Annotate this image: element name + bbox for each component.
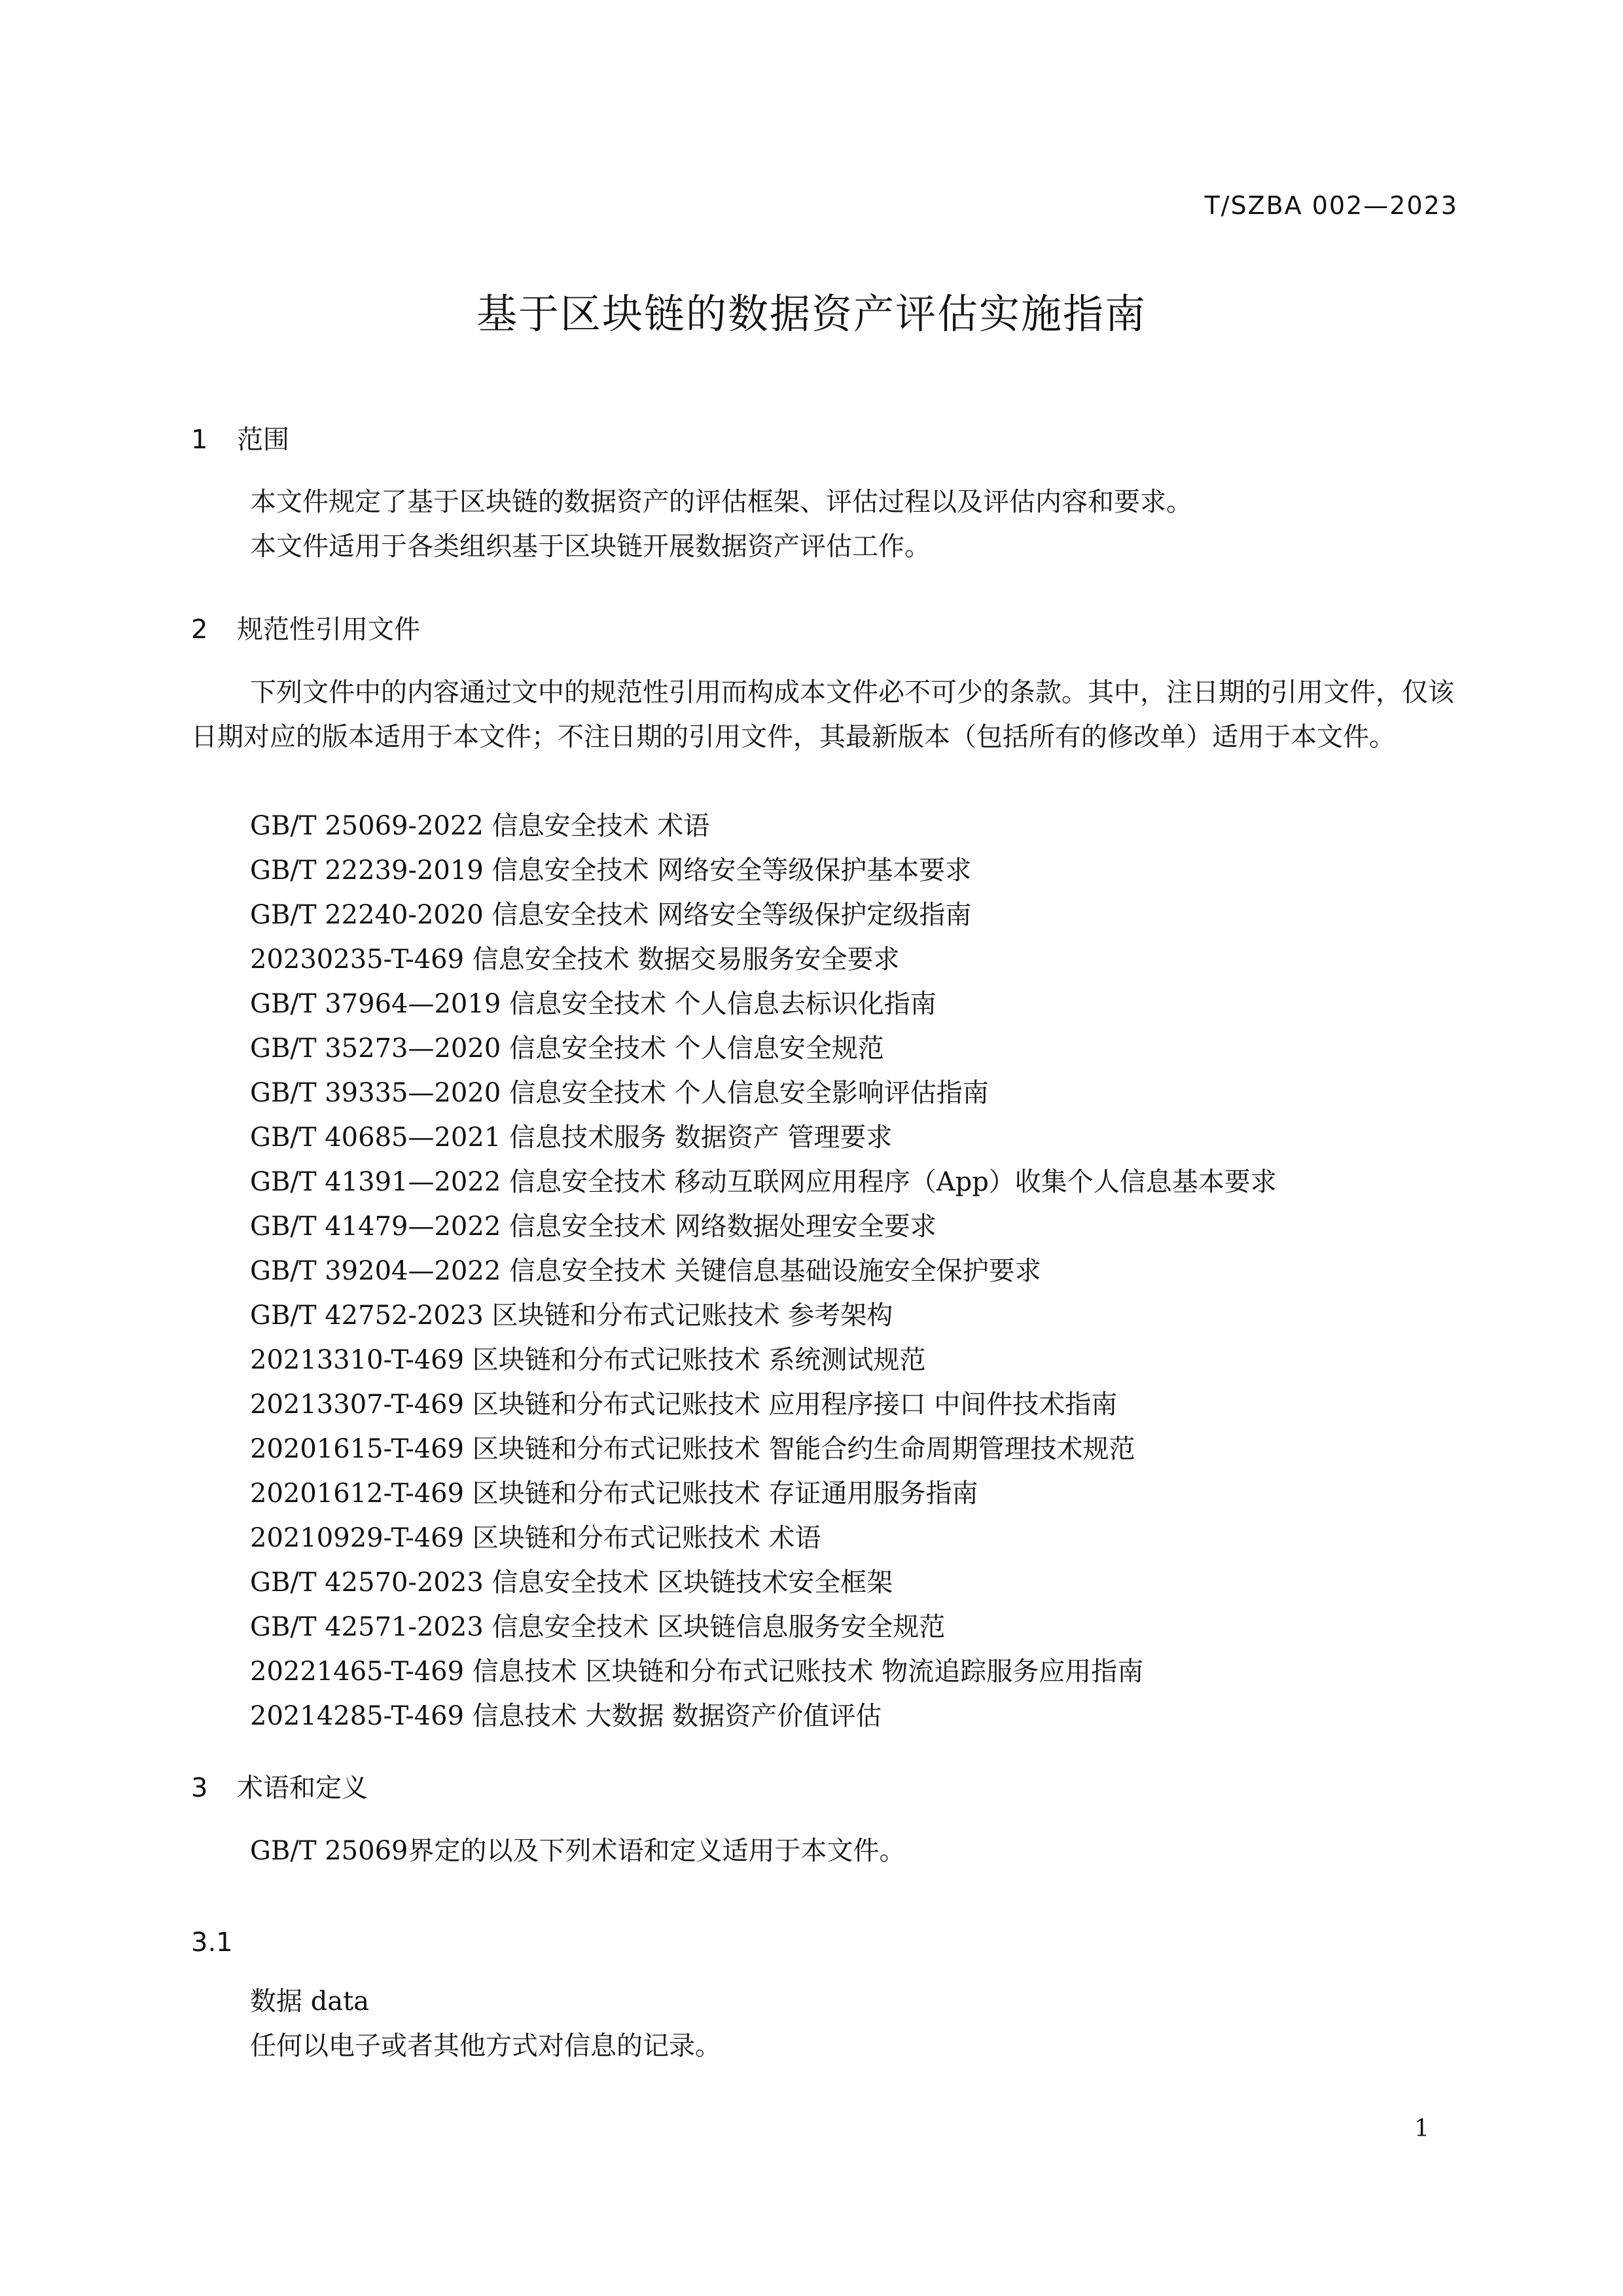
reference-item [250, 1471, 1277, 1516]
reference-code: 20201615-T-469 [250, 1434, 465, 1464]
reference-item [250, 1382, 1277, 1427]
section-number: 3 [191, 1773, 208, 1803]
reference-item [250, 1115, 1277, 1160]
document-title: 基于区块链的数据资产评估实施指南 [476, 290, 1147, 338]
reference-code: GB/T 40685—2021 [250, 1122, 501, 1153]
reference-title: 信息安全技术 术语 [491, 811, 710, 841]
reference-title: 信息安全技术 网络安全等级保护定级指南 [491, 900, 972, 930]
reference-code: GB/T 42752-2023 [250, 1300, 484, 1331]
reference-title: 信息技术 大数据 数据资产价值评估 [472, 1701, 882, 1731]
section-title: 规范性引用文件 [237, 615, 420, 645]
reference-code: 20210929-T-469 [250, 1523, 465, 1553]
terms-intro: GB/T 25069界定的以及下列术语和定义适用于本文件。 [250, 1836, 906, 1866]
reference-item [250, 1071, 1277, 1115]
reference-item [250, 1694, 1277, 1738]
term-name: 数据 data [250, 1986, 370, 2017]
reference-code: GB/T 41391—2022 [250, 1167, 501, 1197]
reference-title: 信息安全技术 区块链技术安全框架 [491, 1568, 893, 1598]
reference-title: 信息安全技术 关键信息基础设施安全保护要求 [508, 1256, 1041, 1286]
reference-code: 20230235-T-469 [250, 944, 465, 975]
scope-paragraph-1: 本文件规定了基于区块链的数据资产的评估框架、评估过程以及评估内容和要求。 [250, 487, 1192, 517]
reference-code: GB/T 41479—2022 [250, 1211, 501, 1242]
reference-title: 区块链和分布式记账技术 智能合约生命周期管理技术规范 [472, 1434, 1135, 1464]
section-3-heading [191, 1767, 368, 1804]
reference-item [250, 848, 1277, 893]
reference-item [250, 1427, 1277, 1471]
reference-code: 20221465-T-469 [250, 1657, 465, 1687]
reference-title: 区块链和分布式记账技术 术语 [472, 1523, 821, 1553]
reference-title: 区块链和分布式记账技术 存证通用服务指南 [472, 1479, 978, 1509]
reference-code: GB/T 25069-2022 [250, 811, 484, 841]
reference-item [250, 1160, 1277, 1204]
reference-title: 信息安全技术 移动互联网应用程序（App）收集个人信息基本要求 [508, 1167, 1277, 1197]
reference-item [250, 1249, 1277, 1293]
reference-list [250, 804, 1277, 1738]
reference-item [250, 1605, 1277, 1649]
reference-item [250, 1204, 1277, 1249]
reference-code: 20201612-T-469 [250, 1479, 465, 1509]
reference-item [250, 937, 1277, 982]
reference-code: GB/T 39204—2022 [250, 1256, 501, 1286]
reference-title: 信息安全技术 个人信息安全影响评估指南 [508, 1078, 989, 1108]
reference-title: 信息安全技术 个人信息安全规范 [508, 1033, 884, 1064]
reference-code: GB/T 37964—2019 [250, 989, 501, 1019]
standard-code: T/SZBA 002—2023 [1204, 191, 1458, 220]
reference-code: GB/T 22240-2020 [250, 900, 484, 930]
reference-item [250, 982, 1277, 1026]
section-title: 术语和定义 [237, 1773, 368, 1803]
reference-code: 20213307-T-469 [250, 1390, 465, 1420]
reference-item [250, 1026, 1277, 1071]
clause-number: 3.1 [191, 1928, 233, 1958]
reference-code: GB/T 22239-2019 [250, 855, 484, 886]
reference-item [250, 893, 1277, 937]
reference-code: GB/T 35273—2020 [250, 1033, 501, 1064]
reference-item [250, 1649, 1277, 1694]
section-2-heading [191, 609, 420, 646]
reference-code: GB/T 42570-2023 [250, 1568, 484, 1598]
reference-title: 信息安全技术 数据交易服务安全要求 [472, 944, 900, 975]
section-title: 范围 [237, 425, 289, 455]
reference-item [250, 1293, 1277, 1338]
term-definition: 任何以电子或者其他方式对信息的记录。 [250, 2031, 721, 2061]
reference-item [250, 1560, 1277, 1605]
reference-item [250, 1516, 1277, 1560]
reference-title: 信息技术服务 数据资产 管理要求 [508, 1122, 893, 1153]
page-number: 1 [1414, 2115, 1429, 2142]
reference-title: 信息安全技术 网络安全等级保护基本要求 [491, 855, 972, 886]
reference-code: 20213310-T-469 [250, 1345, 465, 1375]
reference-title: 信息安全技术 个人信息去标识化指南 [508, 989, 936, 1019]
normative-references-intro: 下列文件中的内容通过文中的规范性引用而构成本文件必不可少的条款。其中，注日期的引用文件，仅该日期对应的版本适用于本文件；不注日期的引用文件，其最新版本（包括所有的修改单）适用于本文件。 [191, 677, 1454, 752]
reference-code: GB/T 39335—2020 [250, 1078, 501, 1108]
section-number: 1 [191, 425, 208, 455]
reference-code: GB/T 42571-2023 [250, 1612, 484, 1642]
reference-title: 区块链和分布式记账技术 参考架构 [491, 1300, 893, 1331]
reference-title: 信息技术 区块链和分布式记账技术 物流追踪服务应用指南 [472, 1657, 1144, 1687]
reference-title: 信息安全技术 网络数据处理安全要求 [508, 1211, 936, 1242]
section-1-heading [191, 419, 289, 456]
reference-item [250, 804, 1277, 848]
section-number: 2 [191, 615, 208, 645]
reference-item [250, 1338, 1277, 1382]
reference-title: 区块链和分布式记账技术 系统测试规范 [472, 1345, 926, 1375]
reference-title: 信息安全技术 区块链信息服务安全规范 [491, 1612, 946, 1642]
reference-title: 区块链和分布式记账技术 应用程序接口 中间件技术指南 [472, 1390, 1118, 1420]
scope-paragraph-2: 本文件适用于各类组织基于区块链开展数据资产评估工作。 [250, 531, 931, 562]
reference-code: 20214285-T-469 [250, 1701, 465, 1731]
